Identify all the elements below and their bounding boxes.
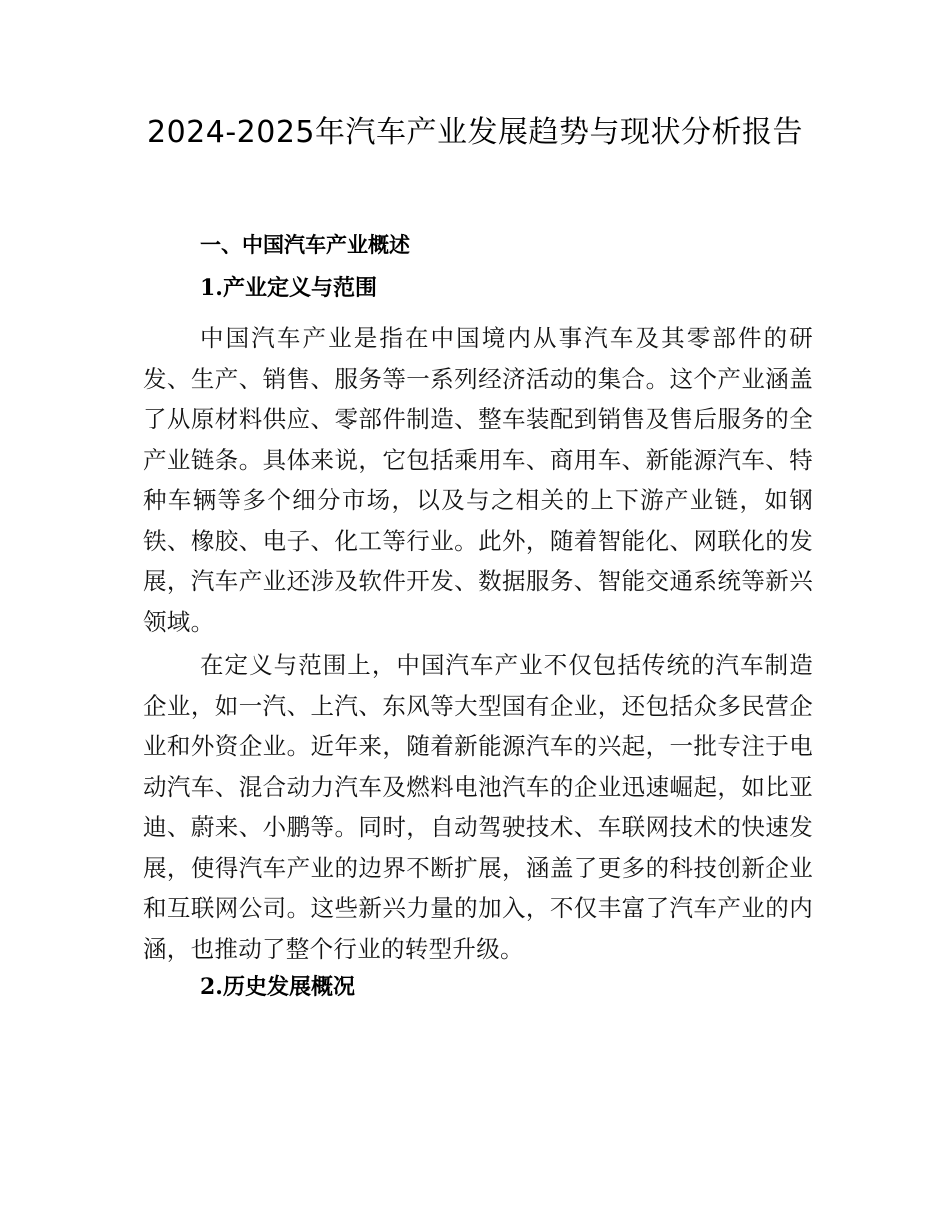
section-heading: 一、中国汽车产业概述 bbox=[200, 233, 410, 257]
body-paragraph: 中国汽车产业是指在中国境内从事汽车及其零部件的研发、生产、销售、服务等一系列经济活动的集合。这个产业涵盖了从原材料供应、零部件制造、整车装配到销售及售后服务的全产业链条。具体来说，它包括乘用车、商用车、新能源汽车、特种车辆等多个细分市场，以及与之相关的上下游产业链，如钢铁、橡胶、电子、化工等行业。此外，随着智能化、网联化的发展，汽车产业还涉及软件开发、数据服务、智能交通系统等新兴领域。 bbox=[143, 324, 813, 636]
document-title: 2024-2025年汽车产业发展趋势与现状分析报告 bbox=[146, 115, 804, 150]
subsection-heading: 2.历史发展概况 bbox=[200, 974, 355, 1000]
subsection-heading: 1.产业定义与范围 bbox=[200, 275, 377, 301]
document-body bbox=[143, 228, 813, 1017]
body-paragraph: 在定义与范围上，中国汽车产业不仅包括传统的汽车制造企业，如一汽、上汽、东风等大型国有企业，还包括众多民营企业和外资企业。近年来，随着新能源汽车的兴起，一批专注于电动汽车、混合动力汽车及燃料电池汽车的企业迅速崛起，如比亚迪、蔚来、小鹏等。同时，自动驾驶技术、车联网技术的快速发展，使得汽车产业的边界不断扩展，涵盖了更多的科技创新企业和互联网公司。这些新兴力量的加入，不仅丰富了汽车产业的内涵，也推动了整个行业的转型升级。 bbox=[143, 651, 813, 963]
